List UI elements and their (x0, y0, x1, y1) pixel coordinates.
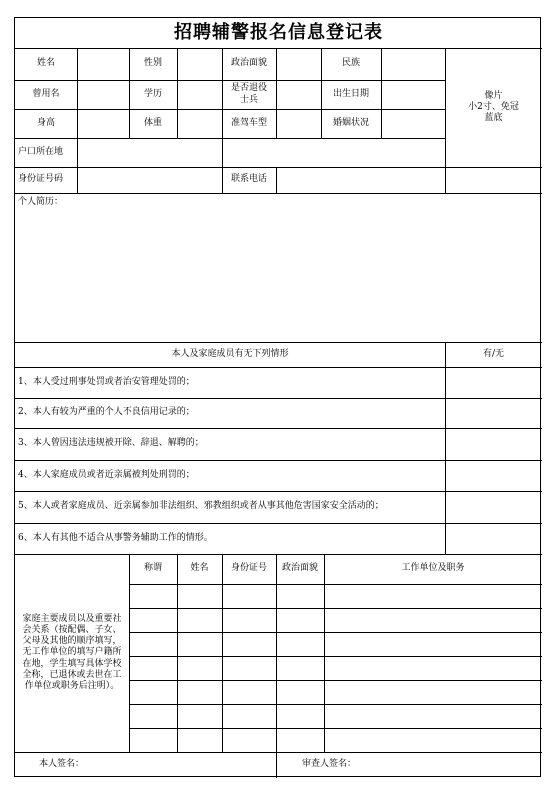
declaration-answer-4[interactable] (445, 460, 542, 491)
family-header-id: 身份证号 (230, 563, 267, 574)
declaration-item-5: 5、本人或者家庭成员、近亲属参加非法组织、邪教组织或者从事其他危害国家安全活动的； (18, 501, 384, 512)
political-field[interactable] (276, 48, 321, 80)
license-label: 准驾车型 (230, 117, 267, 128)
marital-field[interactable] (381, 109, 445, 138)
yes-no-header: 有/无 (482, 348, 505, 359)
former-name-field[interactable] (77, 80, 129, 109)
former-name-label: 曾用名 (32, 88, 60, 99)
id-number-field[interactable] (77, 167, 222, 193)
declaration-answer-2[interactable] (445, 398, 542, 428)
weight-label: 体重 (143, 117, 162, 128)
weight-field[interactable] (177, 109, 222, 138)
phone-field[interactable] (276, 167, 445, 193)
gender-field[interactable] (177, 48, 222, 80)
name-field[interactable] (77, 48, 129, 80)
ethnicity-label: 民族 (341, 58, 360, 69)
declaration-item-3: 3、本人曾因违法违规被开除、辞退、解聘的； (18, 438, 204, 449)
reviewer-signature[interactable]: 审查人签名： (302, 759, 357, 770)
hukou-label: 户口所在地 (18, 146, 64, 157)
birth-date-field[interactable] (381, 80, 445, 109)
veteran-label: 是否退役 士兵 (230, 83, 267, 105)
family-header-political: 政治面貌 (281, 563, 318, 574)
gender-label: 性别 (143, 58, 162, 69)
family-header-name: 姓名 (190, 563, 209, 574)
family-label: 家庭主要成员以及重要社会关系（按配偶、子女、父母及其他的顺序填写，无工作单位的填写户籍所在地，学生填写具体学校全称，已退休或去世在工作单位或职务后注明）。 (22, 613, 122, 692)
education-field[interactable] (177, 80, 222, 109)
ethnicity-field[interactable] (381, 48, 445, 80)
declaration-answer-5[interactable] (445, 491, 542, 523)
license-field[interactable] (276, 109, 321, 138)
phone-label: 联系电话 (230, 174, 267, 185)
declaration-item-4: 4、本人家庭成员或者近亲属被判处刑罚的； (18, 469, 195, 480)
photo-box: 像片 小2寸、免冠 蓝底 (468, 90, 519, 124)
id-number-label: 身份证号码 (18, 174, 64, 185)
veteran-field[interactable] (276, 80, 321, 109)
form-title: 招聘辅警报名信息登记表 (174, 21, 383, 43)
family-header-relation: 称谓 (143, 563, 162, 574)
registration-form (14, 17, 541, 777)
declaration-answer-1[interactable] (445, 367, 542, 398)
political-label: 政治面貌 (230, 58, 267, 69)
declaration-item-2: 2、本人有较为严重的个人不良信用记录的； (18, 407, 195, 418)
height-label: 身高 (36, 117, 55, 128)
applicant-signature[interactable]: 本人签名： (39, 759, 85, 770)
marital-label: 婚姻状况 (332, 117, 369, 128)
name-label: 姓名 (36, 58, 55, 69)
declaration-answer-3[interactable] (445, 428, 542, 460)
declaration-item-6: 6、本人有其他不适合从事警务辅助工作的情形。 (18, 532, 213, 543)
phone-extra-field (445, 167, 542, 193)
declaration-item-1: 1、本人受过刑事处罚或者治安管理处罚的； (18, 376, 195, 387)
declaration-answer-6[interactable] (445, 523, 542, 554)
resume-label[interactable]: 个人简历： (18, 197, 64, 207)
hukou-field[interactable] (77, 138, 445, 167)
education-label: 学历 (143, 88, 162, 99)
family-header-work: 工作单位及职务 (401, 563, 465, 574)
birth-date-label: 出生日期 (332, 88, 369, 99)
height-field[interactable] (77, 109, 129, 138)
declaration-header: 本人及家庭成员有无下列情形 (171, 348, 289, 359)
